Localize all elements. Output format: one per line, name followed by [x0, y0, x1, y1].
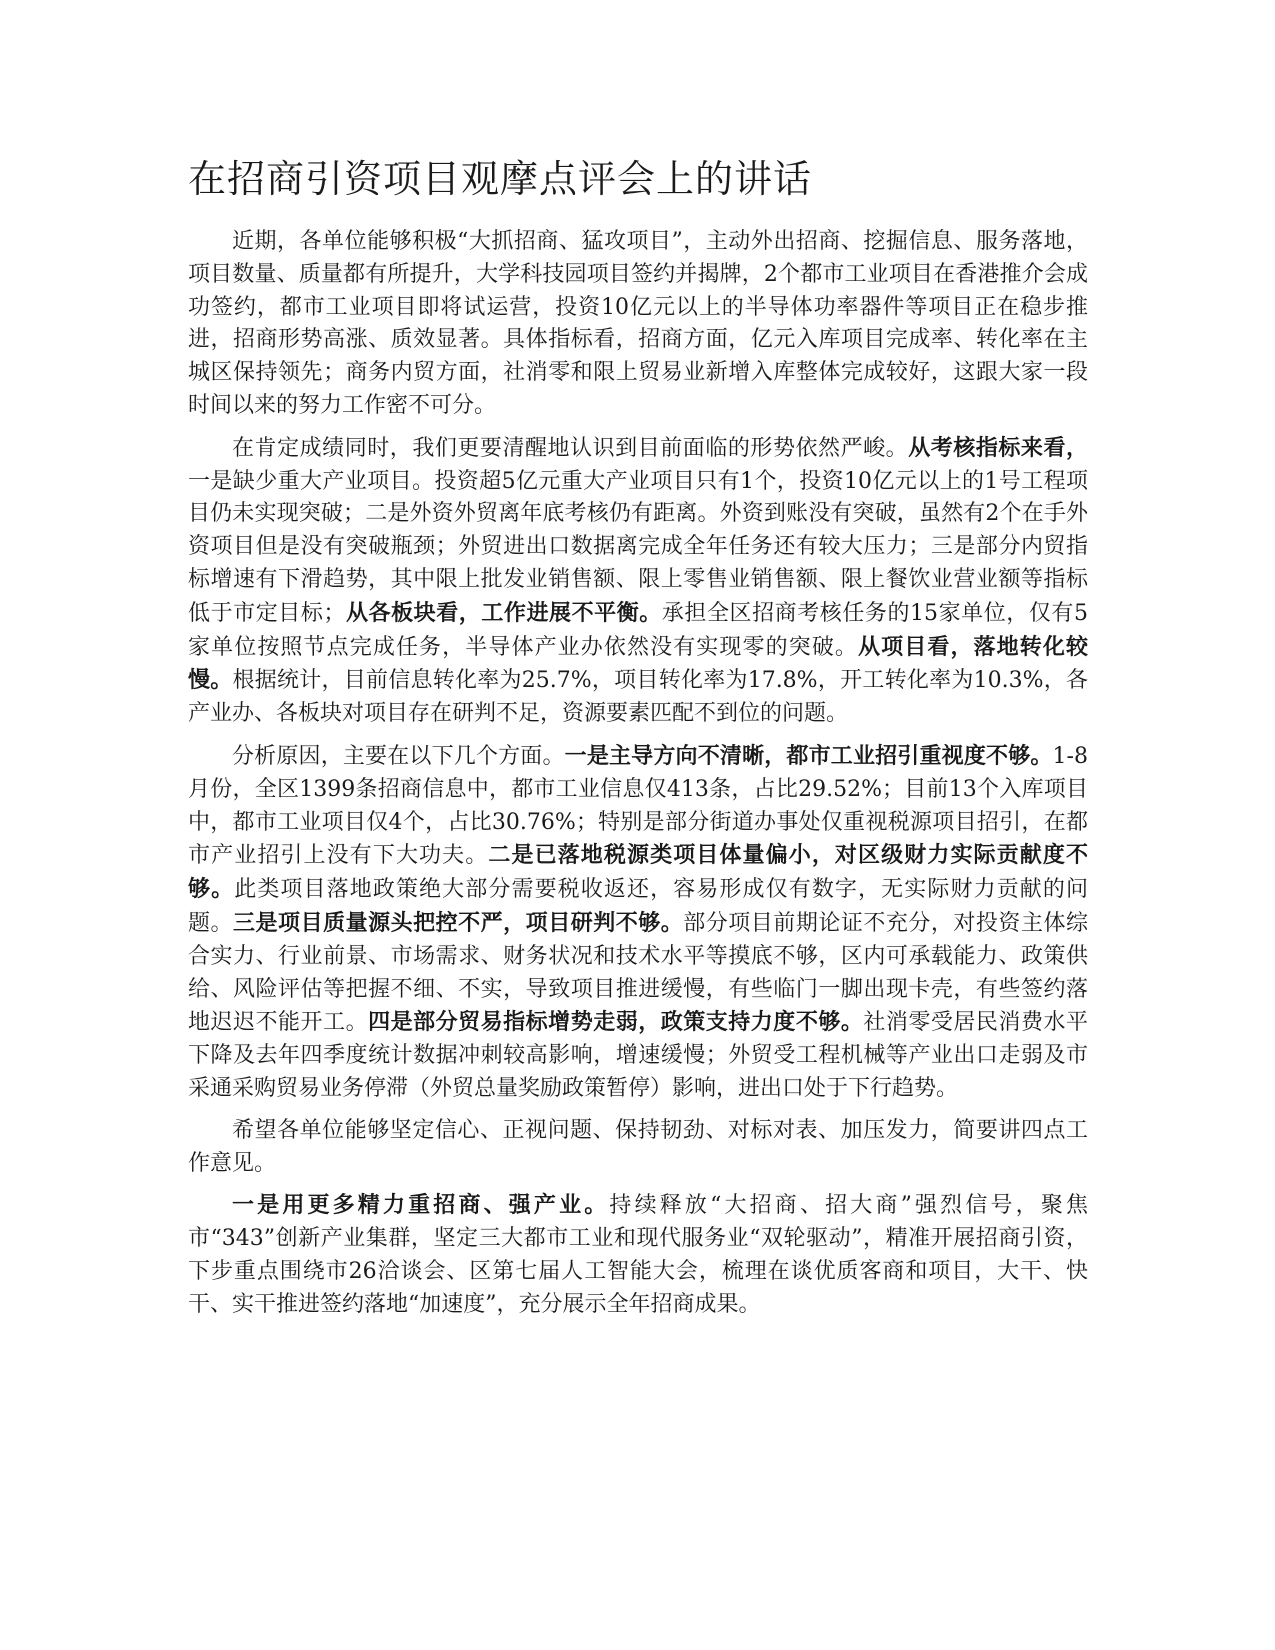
- text-segment: 根据统计，目前信息转化率为25.7%，项目转化率为17.8%，开工转化率为10.3%，各产业办、各板块对项目存在研判不足，资源要素匹配不到位的问题。: [188, 668, 1088, 727]
- text-segment: 希望各单位能够坚定信心、正视问题、保持韧劲、对标对表、加压发力，简要讲四点工作意见。: [188, 1117, 1088, 1176]
- text-segment: 社消零受居民消费水平下降及去年四季度统计数据冲刺较高影响，增速缓慢；外贸受工程机械等产业出口走弱及市采通采购贸易业务停滞（外贸总量奖励政策暂停）影响，进出口处于下行趋势。: [188, 1010, 1088, 1101]
- document-body: [188, 226, 1088, 1322]
- bold-text-segment: 二是已落地税源类项目体量偏小，对区级财力实际贡献度不够。: [188, 842, 1088, 903]
- text-segment: 承担全区招商考核任务的15家单位，仅有5家单位按照节点完成任务，半导体产业办依然没有实现零的突破。: [188, 600, 1088, 660]
- paragraph: [188, 1115, 1088, 1181]
- text-segment: 持续释放“大招商、招大商”强烈信号，聚焦市“343”创新产业集群，坚定三大都市工业和现代服务业“双轮驱动”，精准开展招商引资，下步重点围绕市26洽谈会、区第七届人工智能大会，梳理在谈优质客商和项目，大干、快干、实干推进签约落地“加速度”，充分展示全年招商成果。: [188, 1193, 1088, 1317]
- paragraph: [188, 1189, 1088, 1321]
- document-title: 在招商引资项目观摩点评会上的讲话: [188, 157, 813, 201]
- paragraph: [188, 432, 1088, 731]
- text-segment: 分析原因，主要在以下几个方面。: [232, 743, 565, 769]
- text-segment: 在肯定成绩同时，我们更要清醒地认识到目前面临的形势依然严峻。: [232, 435, 909, 461]
- bold-text-segment: 从项目看，落地转化较慢。: [188, 633, 1088, 694]
- bold-text-segment: 从各板块看，工作进展不平衡。: [345, 599, 662, 626]
- bold-text-segment: 三是项目质量源头把控不严，项目研判不够。: [233, 909, 684, 936]
- text-segment: 1-8月份，全区1399条招商信息中，都市工业信息仅413条，占比29.52%；目前13个入库项目中，都市工业项目仅4个，占比30.76%；特别是部分街道办事处仅重视税源项目招引，在都市产业招引上没有下大功夫。: [188, 743, 1088, 869]
- bold-text-segment: 一是主导方向不清晰，都市工业招引重视度不够。: [564, 742, 1053, 769]
- text-segment: 部分项目前期论证不充分，对投资主体综合实力、行业前景、市场需求、财务状况和技术水平等摸底不够，区内可承载能力、政策供给、风险评估等把握不细、不实，导致项目推进缓慢，有些临门一脚出现卡壳，有些签约落地迟迟不能开工。: [188, 910, 1088, 1036]
- bold-text-segment: 从考核指标来看，: [908, 434, 1088, 461]
- paragraph: [188, 226, 1088, 423]
- text-segment: 近期，各单位能够积极“大抓招商、猛攻项目”，主动外出招商、挖掘信息、服务落地，项目数量、质量都有所提升，大学科技园项目签约并揭牌，2个都市工业项目在香港推介会成功签约，都市工业项目即将试运营，投资10亿元以上的半导体功率器件等项目正在稳步推进，招商形势高涨、质效显著。具体指标看，招商方面，亿元入库项目完成率、转化率在主城区保持领先；商务内贸方面，社消零和限上贸易业新增入库整体完成较好，这跟大家一段时间以来的努力工作密不可分。: [188, 229, 1088, 418]
- bold-text-segment: 四是部分贸易指标增势走弱，政策支持力度不够。: [368, 1009, 864, 1036]
- bold-text-segment: 一是用更多精力重招商、强产业。: [232, 1192, 610, 1219]
- text-segment: 一是缺少重大产业项目。投资超5亿元重大产业项目只有1个，投资10亿元以上的1号工程项目仍未实现突破；二是外资外贸离年底考核仍有距离。外资到账没有突破，虽然有2个在手外资项目但是没有突破瓶颈；外贸进出口数据离完成全年任务还有较大压力；三是部分内贸指标增速有下滑趋势，其中限上批发业销售额、限上零售业销售额、限上餐饮业营业额等指标低于市定目标；: [188, 468, 1088, 626]
- text-segment: 此类项目落地政策绝大部分需要税收返还，容易形成仅有数字，无实际财力贡献的问题。: [188, 877, 1088, 936]
- paragraph: [188, 740, 1088, 1106]
- document-page: [188, 150, 1088, 1331]
